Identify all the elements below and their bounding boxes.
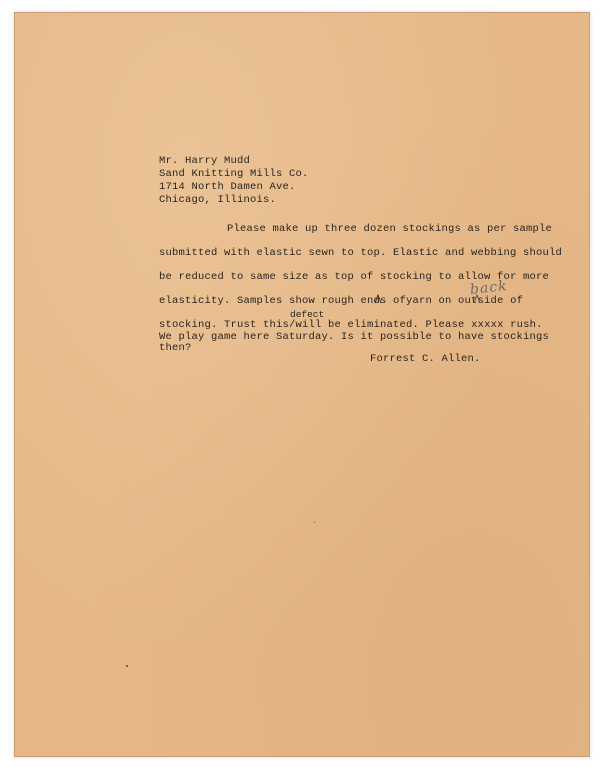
insertion-caret-icon <box>374 294 382 304</box>
body-line-4 <box>159 295 523 308</box>
body-line-2: submitted with elastic sewn to top. Elastic and webbing should <box>159 247 563 259</box>
paper-speck <box>126 665 128 667</box>
body-line-3: be reduced to same size as top of stocking to allow for more <box>159 271 550 283</box>
body-line-4-start: elasticity. Samples show rough ends of <box>159 295 407 307</box>
body-line-1: Please make up three dozen stockings as per sample <box>227 223 553 235</box>
body-line-5-start: stocking. Trust this <box>159 319 290 331</box>
body-line-4-end: yarn on outside of <box>406 295 524 307</box>
signature: Forrest C. Allen. <box>370 353 481 365</box>
body-line-7: then? <box>159 342 192 354</box>
address-line: Chicago, Illinois. <box>159 194 277 206</box>
body-line-6: We play game here Saturday. Is it possible to have stockings <box>159 331 550 343</box>
body-line-5-end: rush. <box>503 319 543 331</box>
struck-out-text: xxxxx <box>471 319 504 331</box>
address-line: Sand Knitting Mills Co. <box>159 168 309 180</box>
recipient-address <box>159 155 309 207</box>
paper-speck <box>314 522 315 523</box>
insertion-caret-icon <box>473 294 481 304</box>
typed-insertion: defect <box>290 309 325 320</box>
body-line-5-middle: /will be eliminated. Please <box>289 319 472 331</box>
handwritten-insertion: back <box>469 278 509 298</box>
address-line: 1714 North Damen Ave. <box>159 181 296 193</box>
address-line: Mr. Harry Mudd <box>159 155 251 167</box>
letter-page <box>14 12 590 757</box>
